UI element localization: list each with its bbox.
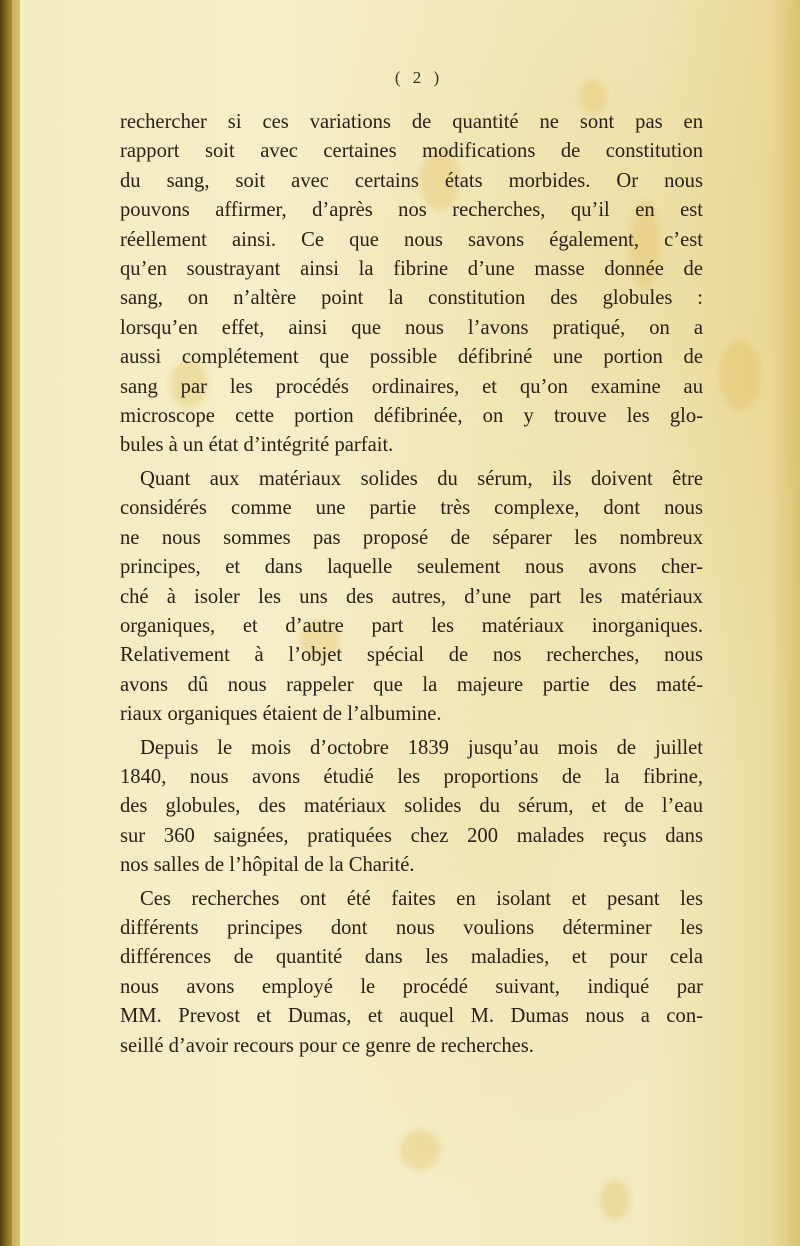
text-line: Ces recherches ont été faites en isolant et pesant les <box>140 887 703 910</box>
text-line: organiques, et d’autre part les matériaux inorganiques. <box>120 614 703 637</box>
paragraph-3 <box>120 734 703 881</box>
text-line: réellement ainsi. Ce que nous savons également, c’est <box>120 228 703 251</box>
text-line: MM. Prevost et Dumas, et auquel M. Dumas nous a con- <box>120 1005 703 1028</box>
page-number: ( 2 ) <box>394 68 444 87</box>
text-line: ché à isoler les uns des autres, d’une part les matériaux <box>120 585 703 608</box>
text-line: seillé d’avoir recours pour ce genre de recherches. <box>120 1034 534 1057</box>
book-spine <box>0 0 12 1246</box>
text-line: lorsqu’en effet, ainsi que nous l’avons pratiqué, on a <box>120 316 703 339</box>
book-page <box>20 0 800 1246</box>
text-line: sang, on n’altère point la constitution des globules : <box>120 287 703 310</box>
text-line: sang par les procédés ordinaires, et qu’on examine au <box>120 375 703 398</box>
body-text <box>120 108 703 1061</box>
paragraph-2 <box>120 465 703 730</box>
text-line: bules à un état d’intégrité parfait. <box>120 434 394 457</box>
text-line: riaux organiques étaient de l’albumine. <box>120 703 442 726</box>
text-line: rechercher si ces variations de quantité ne sont pas en <box>120 111 703 133</box>
text-line: qu’en soustrayant ainsi la fibrine d’une masse donnée de <box>120 258 703 281</box>
text-line: différences de quantité dans les maladies, et pour cela <box>120 946 703 969</box>
page-gutter <box>12 0 20 1246</box>
text-line: Relativement à l’objet spécial de nos recherches, nous <box>120 644 703 667</box>
paragraph-1 <box>120 108 703 461</box>
text-line: pouvons affirmer, d’après nos recherches, qu’il en est <box>120 199 703 222</box>
text-line: nous avons employé le procédé suivant, indiqué par <box>120 975 703 998</box>
text-line: sur 360 saignées, pratiquées chez 200 malades reçus dans <box>120 824 703 847</box>
text-line: nos salles de l’hôpital de la Charité. <box>120 854 415 877</box>
text-line: ne nous sommes pas proposé de séparer les nombreux <box>120 526 703 549</box>
text-line: Depuis le mois d’octobre 1839 jusqu’au mois de juillet <box>140 736 703 759</box>
text-line: microscope cette portion défibrinée, on y trouve les glo- <box>120 405 703 428</box>
text-line: principes, et dans laquelle seulement nous avons cher- <box>120 556 703 579</box>
paper-stain <box>600 1180 630 1220</box>
text-line: avons dû nous rappeler que la majeure partie des maté- <box>120 673 703 696</box>
text-line: Quant aux matériaux solides du sérum, ils doivent être <box>140 467 703 490</box>
text-line: du sang, soit avec certains états morbides. Or nous <box>120 169 703 192</box>
paper-stain <box>720 340 760 410</box>
text-line: 1840, nous avons étudié les proportions de la fibrine, <box>120 765 703 788</box>
text-line: considérés comme une partie très complexe, dont nous <box>120 497 703 520</box>
paragraph-4 <box>120 885 703 1061</box>
text-line: des globules, des matériaux solides du sérum, et de l’eau <box>120 795 703 818</box>
text-line: aussi complétement que possible défibriné une portion de <box>120 346 703 369</box>
text-line: rapport soit avec certaines modifications de constitution <box>120 140 703 163</box>
text-line: différents principes dont nous voulions déterminer les <box>120 916 703 939</box>
paper-stain <box>400 1130 440 1170</box>
